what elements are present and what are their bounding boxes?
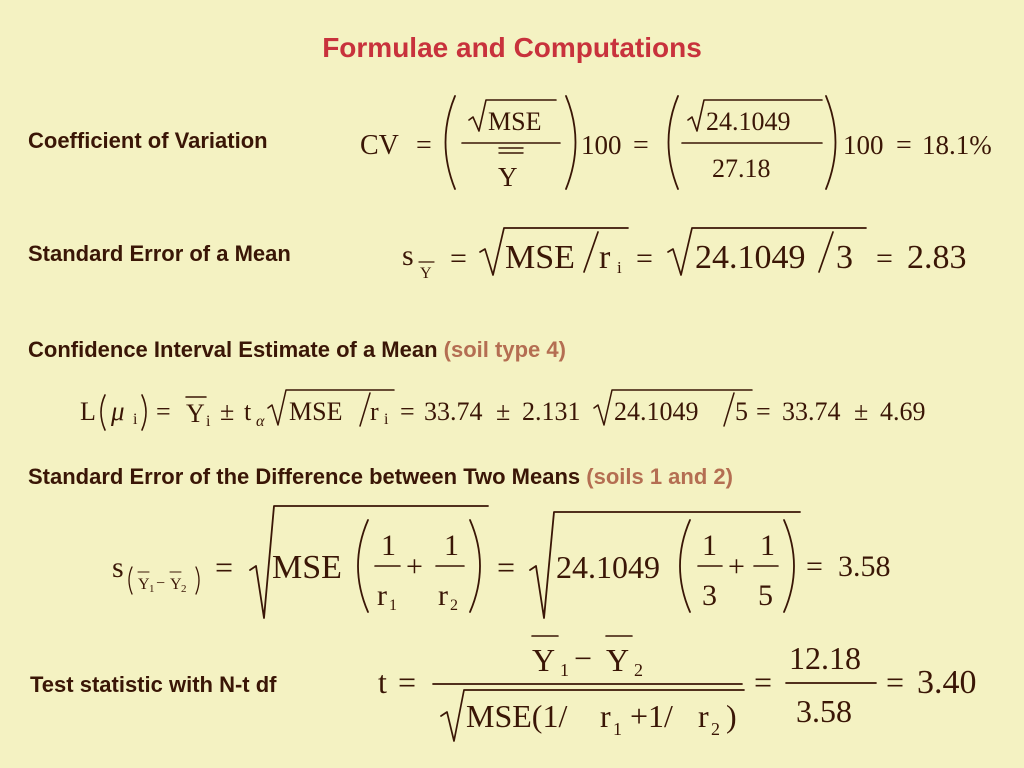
test-result: 3.40 — [917, 664, 977, 701]
ci-ybar: Y — [186, 399, 205, 428]
sed-equals-1: = — [215, 549, 234, 585]
test-den: 3.58 — [796, 693, 852, 729]
cv-num: 24.1049 — [706, 107, 791, 136]
se-mse: MSE — [505, 239, 575, 276]
ci-formula — [80, 390, 926, 430]
ci-mu: μ — [111, 396, 125, 426]
ci-sub-i-1: i — [133, 411, 138, 428]
cv-right-paren-2 — [826, 96, 836, 189]
ci-equals-2: = — [400, 397, 415, 426]
ci-mse: MSE — [289, 397, 343, 426]
sed-formula — [112, 506, 891, 618]
sed-r1: r — [377, 579, 387, 612]
test-minus: − — [574, 640, 593, 676]
ci-mean-2: 33.74 — [782, 397, 841, 426]
cv-result: 18.1% — [922, 130, 992, 160]
test-formula — [378, 636, 977, 741]
se-r: r — [599, 239, 611, 276]
ci-half-width: 4.69 — [880, 397, 926, 426]
sed-label-note: (soils 1 and 2) — [586, 464, 733, 489]
sed-num-4: 1 — [760, 529, 775, 562]
sed-num-1: 1 — [381, 529, 396, 562]
se-value: 24.1049 — [695, 239, 806, 276]
sed-sub-paren-right — [196, 567, 199, 594]
sed-paren-right-2 — [784, 520, 794, 612]
test-r2-sub: 2 — [711, 719, 720, 739]
sed-paren-left-1 — [358, 520, 368, 612]
page-title: Formulae and Computations — [322, 32, 702, 63]
se-mean-label: Standard Error of a Mean — [28, 241, 291, 266]
test-y1-sub: 1 — [560, 660, 569, 680]
ci-slash-2 — [724, 393, 734, 426]
test-close: ) — [726, 698, 737, 734]
sed-label-text: Standard Error of the Difference between Two Means — [28, 464, 581, 489]
test-plus-one: +1/ — [630, 698, 673, 734]
cv-den: 27.18 — [712, 154, 771, 183]
cv-formula — [360, 96, 992, 192]
ci-label-note: (soil type 4) — [443, 337, 566, 362]
ci-r-val: 5 — [735, 397, 748, 426]
ci-sub-i-3: i — [384, 411, 389, 428]
test-equals-1: = — [398, 664, 417, 700]
sed-r1-sub: 1 — [389, 597, 397, 614]
ci-sub-i-2: i — [206, 413, 211, 430]
cv-left-paren-1 — [446, 96, 456, 189]
ci-pm-1: ± — [220, 397, 235, 426]
se-equals-1: = — [450, 242, 467, 275]
sed-sub-minus: − — [156, 575, 166, 592]
ci-equals-1: = — [156, 397, 171, 426]
sed-sub-y2: Y — [170, 576, 182, 593]
sed-num-3: 1 — [702, 529, 717, 562]
sed-sub-y1: Y — [138, 576, 150, 593]
ci-equals-3: = — [756, 397, 771, 426]
se-mean-formula — [402, 228, 967, 282]
cv-equals-1: = — [416, 130, 432, 161]
ci-left-paren — [101, 395, 105, 430]
test-mse-open: MSE(1/ — [466, 698, 568, 734]
cv-left-paren-2 — [669, 96, 679, 189]
se-result: 2.83 — [907, 239, 967, 276]
cv-mse: MSE — [488, 107, 542, 136]
ci-alpha: α — [256, 413, 265, 430]
cv-right-paren-1 — [566, 96, 576, 189]
sed-s: s — [112, 551, 124, 584]
test-r2: r — [698, 698, 709, 734]
ci-right-paren — [142, 395, 146, 430]
cv-label: Coefficient of Variation — [28, 128, 268, 153]
sed-r2-val: 5 — [758, 579, 773, 612]
se-slash-2 — [819, 232, 833, 272]
se-equals-2: = — [636, 242, 653, 275]
ci-t-val: 2.131 — [522, 397, 581, 426]
cv-ybar: Y — [498, 162, 518, 192]
cv-equals-2: = — [633, 130, 649, 161]
ci-pm-3: ± — [854, 397, 869, 426]
sed-r2-sub: 2 — [450, 597, 458, 614]
se-slash-1 — [584, 232, 598, 272]
sed-mse: MSE — [272, 549, 342, 586]
ci-t: t — [244, 397, 252, 426]
se-sub-y: Y — [420, 265, 432, 282]
test-num: 12.18 — [789, 640, 861, 676]
test-equals-2: = — [754, 664, 773, 700]
ci-value: 24.1049 — [614, 397, 699, 426]
ci-label-text: Confidence Interval Estimate of a Mean — [28, 337, 438, 362]
sed-paren-right-1 — [470, 520, 480, 612]
sed-result: 3.58 — [838, 550, 891, 583]
sed-r2: r — [438, 579, 448, 612]
cv-lhs: CV — [360, 130, 399, 161]
ci-pm-2: ± — [496, 397, 511, 426]
cv-hundred-1: 100 — [581, 130, 622, 160]
sed-r1-val: 3 — [702, 579, 717, 612]
ci-slash-1 — [360, 393, 370, 426]
sed-sub-paren-left — [129, 567, 132, 594]
ci-r: r — [370, 397, 379, 426]
se-r-val: 3 — [836, 239, 853, 276]
se-s: s — [402, 239, 414, 272]
se-equals-3: = — [876, 242, 893, 275]
sed-plus-1: + — [406, 550, 423, 583]
sed-plus-2: + — [728, 550, 745, 583]
sed-sub-1: 1 — [149, 583, 155, 595]
sed-equals-2: = — [497, 549, 516, 585]
test-t: t — [378, 664, 387, 700]
se-sub-i: i — [617, 258, 622, 277]
test-y2: Y — [606, 642, 630, 678]
test-r1-sub: 1 — [613, 719, 622, 739]
test-r1: r — [600, 698, 611, 734]
sed-paren-left-2 — [680, 520, 690, 612]
test-label: Test statistic with N-t df — [30, 672, 277, 697]
ci-L: L — [80, 397, 96, 426]
cv-equals-3: = — [896, 130, 912, 161]
sed-sub-2: 2 — [181, 583, 187, 595]
test-y2-sub: 2 — [634, 660, 643, 680]
sed-equals-3: = — [806, 550, 823, 583]
sed-value: 24.1049 — [556, 549, 660, 585]
test-y1: Y — [532, 642, 556, 678]
ci-mean-1: 33.74 — [424, 397, 483, 426]
test-equals-3: = — [886, 664, 905, 700]
sed-num-2: 1 — [444, 529, 459, 562]
cv-hundred-2: 100 — [843, 130, 884, 160]
